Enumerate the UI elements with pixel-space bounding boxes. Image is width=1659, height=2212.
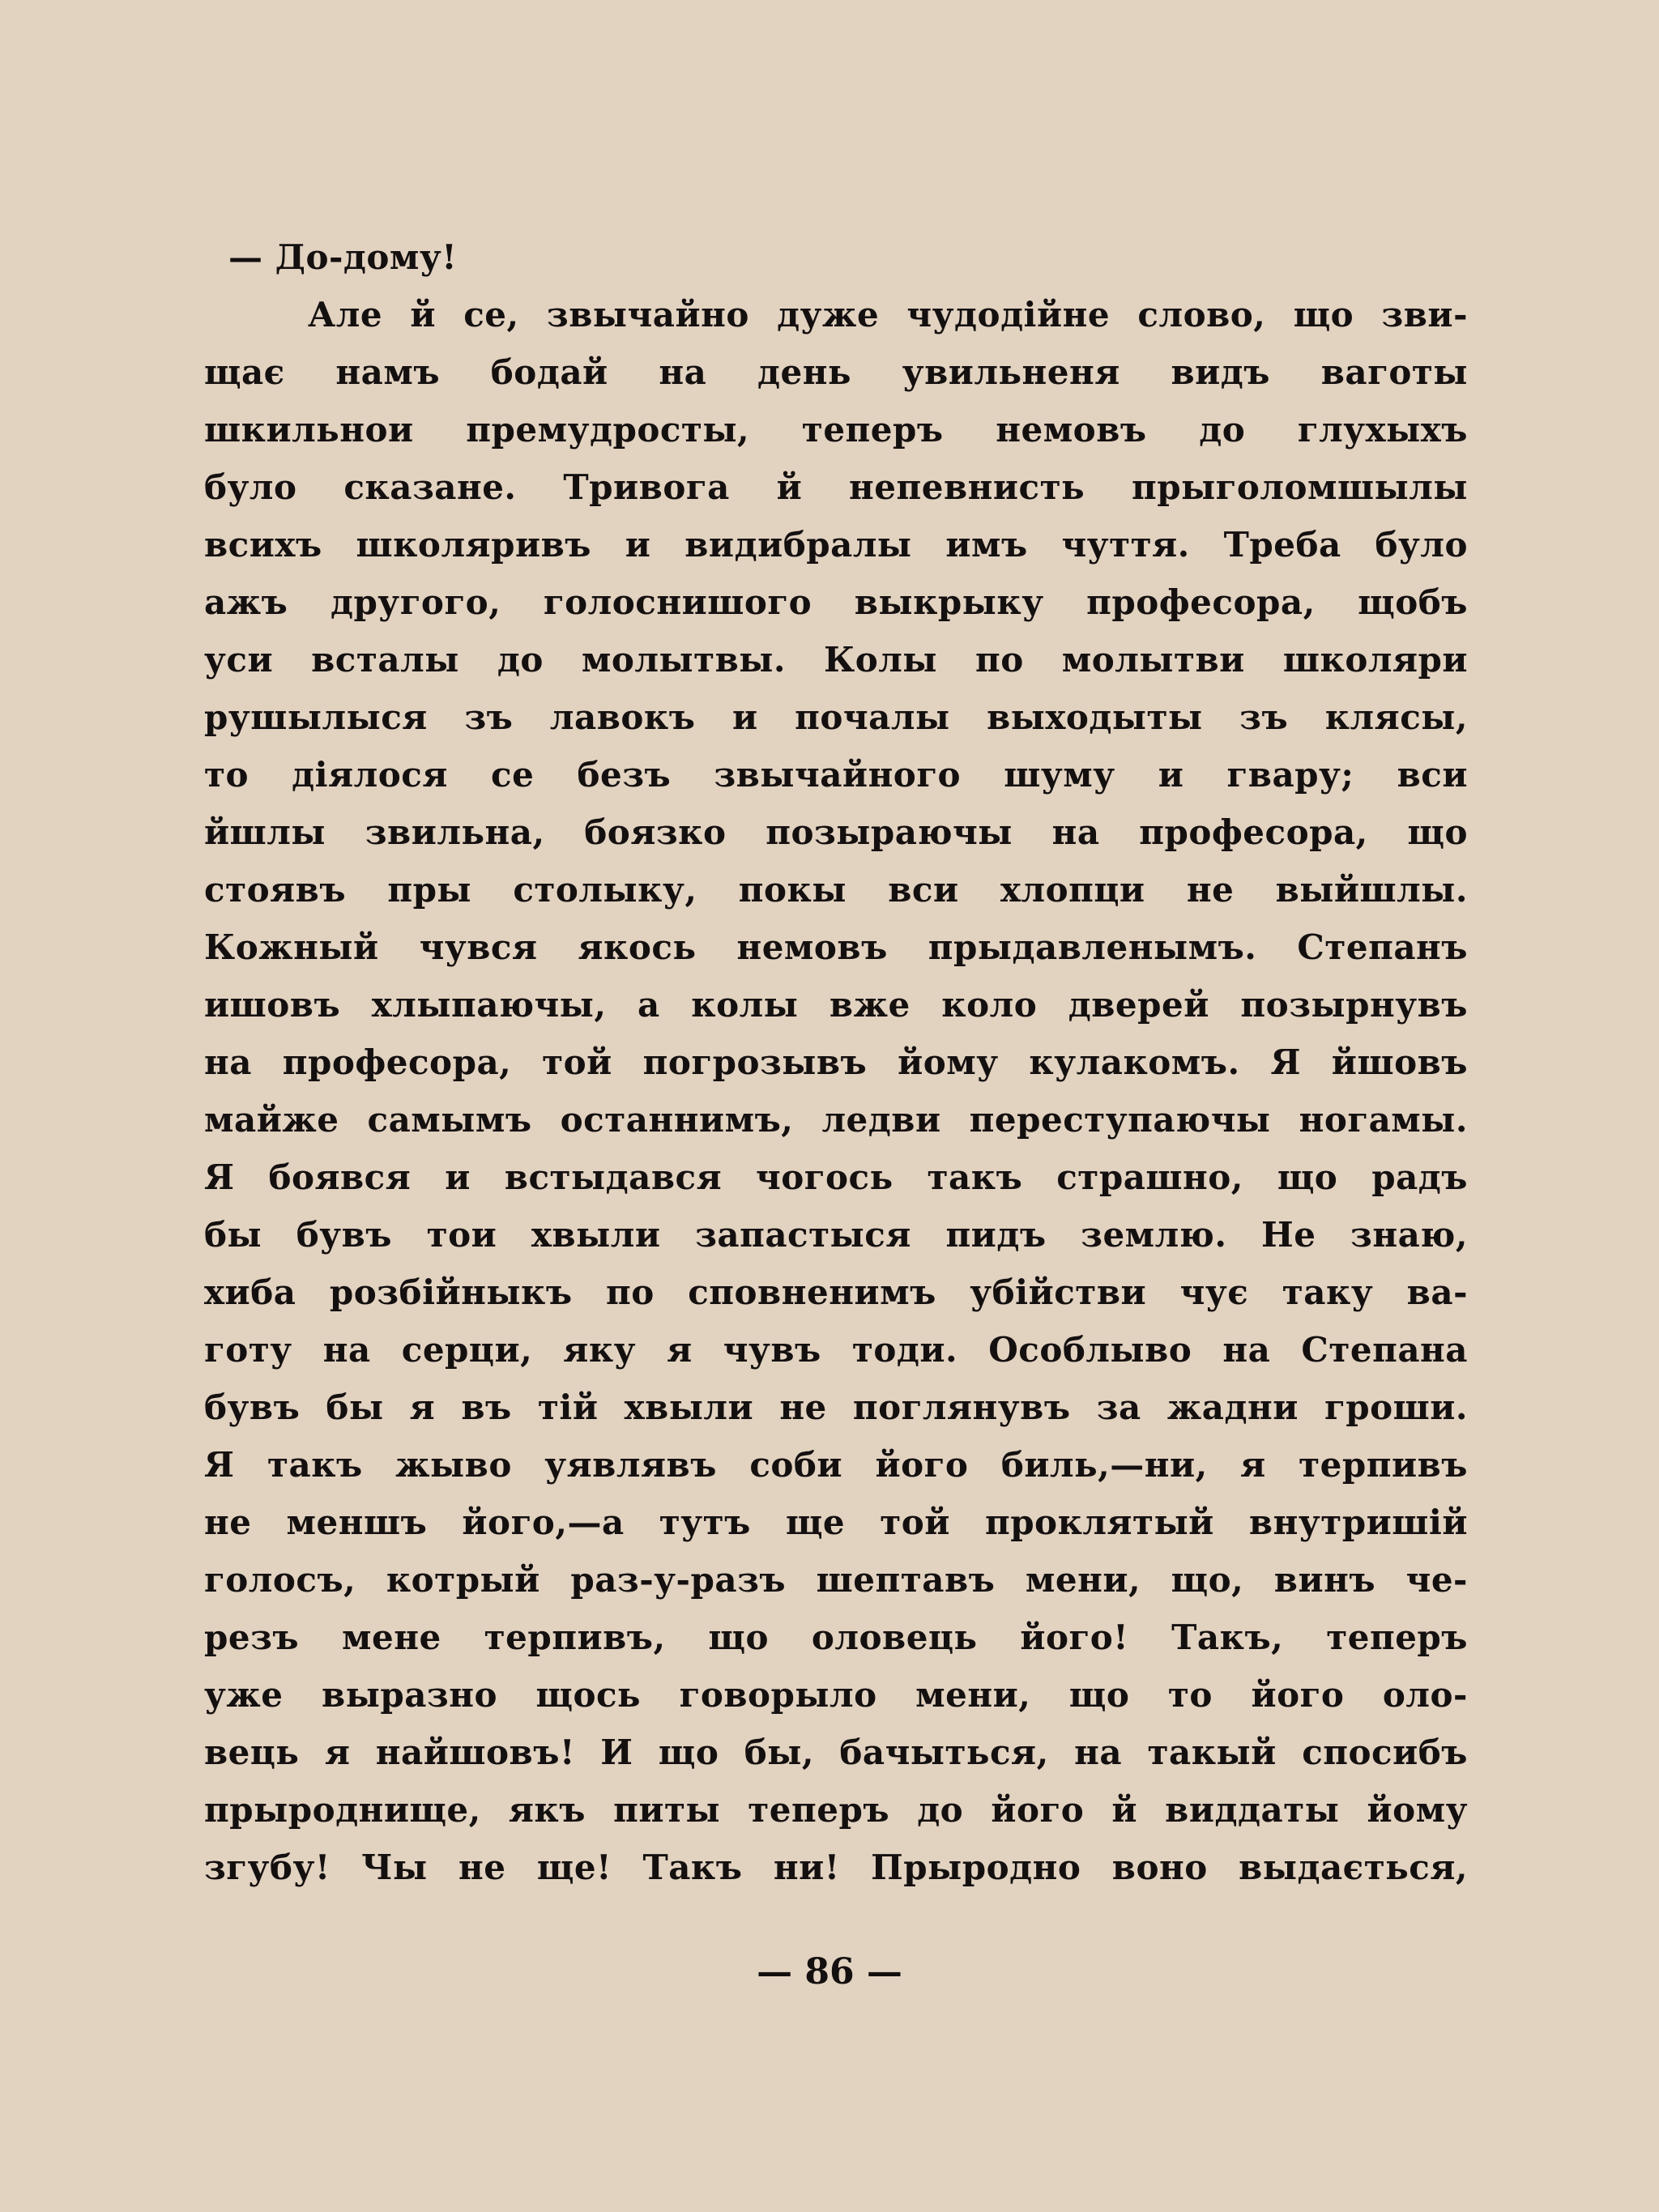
text-line: йшлы звильна, боязко позыраючы на професора, що [204,812,1468,852]
text-line: стоявъ пры столыку, покы вси хлопци не выйшлы. [204,870,1468,910]
text-line: щає намъ бодай на день увильненя видъ ваготы [204,352,1468,392]
page-number: — 86 — [757,1951,902,1993]
text-line: то діялося се безъ звычайного шуму и гвару; вси [204,755,1468,795]
text-line: рушылыся зъ лавокъ и почалы выходыты зъ клясы, [204,697,1468,737]
text-line: голосъ, котрый раз-у-разъ шептавъ мени, що, винъ че- [204,1560,1468,1600]
text-line: не меншъ його,—а тутъ ще той проклятый внутришій [204,1502,1468,1542]
text-line: шкильнои премудросты, теперъ немовъ до глухыхъ [204,410,1468,450]
text-line: Я такъ жыво уявлявъ соби його биль,—ни, я терпивъ [204,1445,1468,1485]
text-line: ажъ другого, голоснишого выкрыку професора, щобъ [204,582,1468,622]
text-line: бы бувъ тои хвыли запастыся пидъ землю. Не знаю, [204,1215,1468,1255]
body-text [204,228,1468,1896]
text-line: майже самымъ останнимъ, ледви переступаючы ногамы. [204,1100,1468,1140]
text-line: уже выразно щось говорыло мени, що то його оло- [204,1675,1468,1715]
text-line: — До-дому! [228,237,458,277]
text-line: резъ мене терпивъ, що оловець його! Такъ, теперъ [204,1617,1468,1657]
text-line: згубу! Чы не ще! Такъ ни! Прыродно воно выдається, [204,1848,1468,1887]
text-line: готу на серци, яку я чувъ тоди. Особлыво на Степана [204,1330,1468,1370]
text-line: вець я найшовъ! И що бы, бачыться, на такый спосибъ [204,1733,1468,1772]
text-line: Але й се, звычайно дуже чудодійне слово, що зви- [308,295,1468,335]
text-line: уси всталы до молытвы. Колы по молытви школяри [204,640,1468,680]
text-line: Я боявся и встыдався чогось такъ страшно, що радъ [204,1157,1468,1197]
text-line: бувъ бы я въ тій хвыли не поглянувъ за жадни гроши. [204,1387,1468,1427]
text-line: на професора, той погрозывъ йому кулакомъ. Я йшовъ [204,1042,1468,1082]
text-line: Кожный чувся якось немовъ прыдавленымъ. Степанъ [204,927,1468,967]
text-line: всихъ школяривъ и видибралы имъ чуття. Треба було [204,525,1468,565]
text-line: прыроднище, якъ питы теперъ до його й виддаты йому [204,1790,1468,1830]
text-line: було сказане. Тривога й непевнисть прыголомшылы [204,467,1468,507]
text-line: ишовъ хлыпаючы, а колы вже коло дверей позырнувъ [204,985,1468,1025]
text-line: хиба розбійныкъ по сповненимъ убійстви чує таку ва- [204,1272,1468,1312]
